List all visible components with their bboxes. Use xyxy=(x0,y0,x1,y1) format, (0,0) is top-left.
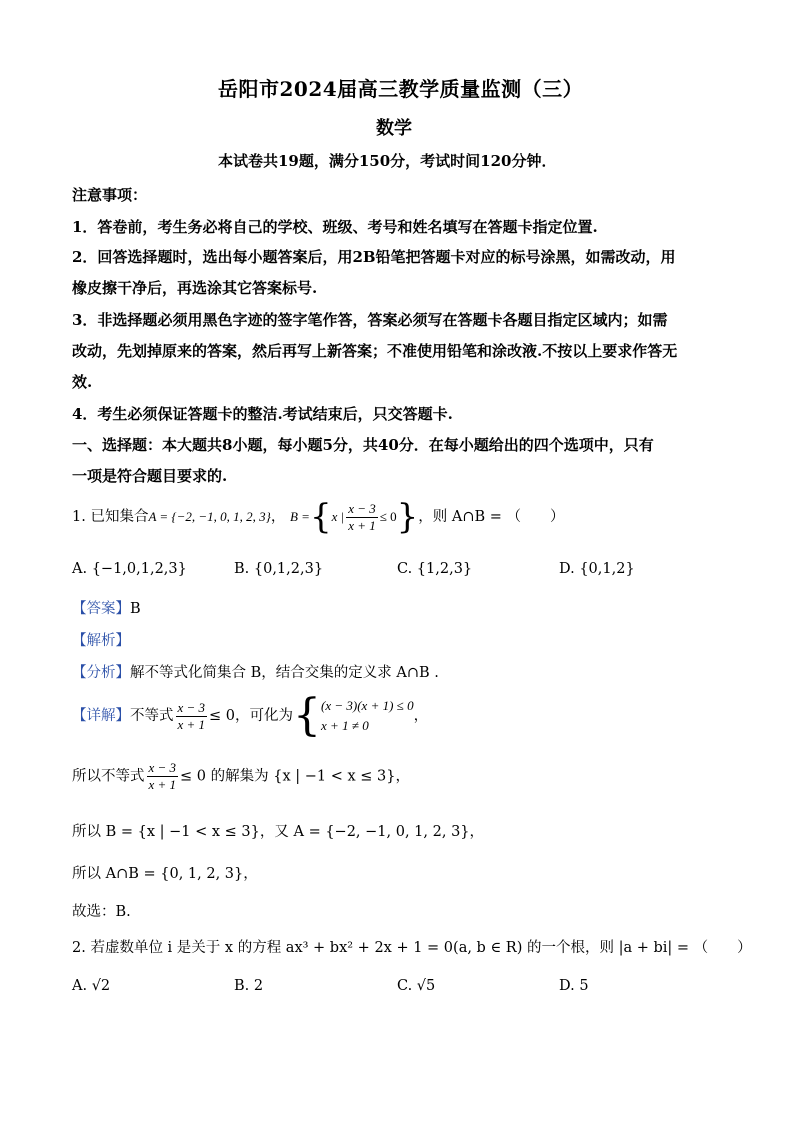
system-line-2: x + 1 ≠ 0 xyxy=(321,718,369,733)
q1-frac-den: x + 1 xyxy=(348,517,376,533)
q1-solution-line-2: 所以 B = {x | −1 < x ≤ 3}，又 A = {−2, −1, 0, 1, 2, 3}， xyxy=(72,824,485,840)
exam-info: 本试卷共19题，满分150分，考试时间120分钟． xyxy=(218,152,557,170)
xiangjie-end: ， xyxy=(413,708,429,724)
q1-prefix: 1. 已知集合 xyxy=(72,509,149,525)
xiangjie-rel: ≤ 0，可化为 xyxy=(209,708,294,724)
q1-option-c: C. {1,2,3} xyxy=(397,561,473,577)
question-1-stem: 1. 已知集合A = {−2, −1, 0, 1, 2, 3}， B ={x | $\frac{x - 3}{x + 1}$ ≤ 0}，则 A∩B = （ ） xyxy=(72,497,565,537)
q1-option-a: A. {−1,0,1,2,3} xyxy=(72,561,187,577)
q1-solution-line-1 xyxy=(72,760,410,793)
question-2-stem: 2. 若虚数单位 i 是关于 x 的方程 ax³ + bx² + 2x + 1 = 0(a, b ∈ R) 的一个根，则 |a + bi| = （ ） xyxy=(72,940,752,956)
q2-option-d: D. 5 xyxy=(559,978,589,994)
so1-pre: 所以不等式 xyxy=(72,768,145,785)
q1-option-d: D. {0,1,2} xyxy=(559,561,635,577)
xiangjie-fraction xyxy=(176,700,208,733)
subject-title: 数学 xyxy=(376,118,412,139)
answer-value: B xyxy=(130,601,141,617)
fenxi-tag: 【分析】 xyxy=(72,665,130,681)
notes-heading: 注意事项： xyxy=(72,186,148,204)
q1-fenxi-line xyxy=(72,661,439,682)
answer-tag: 【答案】 xyxy=(72,601,130,617)
note-3-line1: 3．非选择题必须用黑色字迹的签字笔作答，答案必须写在答题卡各题目指定区域内；如需 xyxy=(72,311,668,329)
xiangjie-frac-num: x − 3 xyxy=(177,699,206,715)
system-line-1: (x − 3)(x + 1) ≤ 0 xyxy=(321,698,414,713)
xiangjie-frac-den: x + 1 xyxy=(177,716,206,732)
q1-set-b-var: x | xyxy=(331,509,345,524)
analysis-tag xyxy=(72,629,130,650)
note-1: 1．答卷前，考生务必将自己的学校、班级、考号和姓名填写在答题卡指定位置. xyxy=(72,218,598,236)
so1-frac-num: x − 3 xyxy=(148,760,177,775)
q2-option-c: C. √5 xyxy=(397,978,436,994)
note-2-line1: 2．回答选择题时，选出每小题答案后，用2B铅笔把答题卡对应的标号涂黑，如需改动，用 xyxy=(72,248,676,266)
so1-frac-den: x + 1 xyxy=(148,777,177,792)
note-4: 4．考生必须保证答题卡的整洁.考试结束后，只交答题卡. xyxy=(72,405,453,423)
q1-set-b-lhs: B = xyxy=(289,509,310,524)
q1-set-b-rel: ≤ 0 xyxy=(379,509,397,524)
q1-choose: 故选：B. xyxy=(72,904,131,920)
q1-answer-line xyxy=(72,597,141,618)
q1-comma: ， xyxy=(270,509,286,525)
fenxi-text: 解不等式化简集合 B，结合交集的定义求 A∩B . xyxy=(130,665,439,681)
section-heading-line2: 一项是符合题目要求的. xyxy=(72,467,228,485)
so1-post: ≤ 0 的解集为 {x | −1 < x ≤ 3}， xyxy=(180,768,410,785)
q1-solution-line-3: 所以 A∩B = {0, 1, 2, 3}， xyxy=(72,866,258,882)
q1-set-b-fraction xyxy=(346,501,378,534)
q1-set-a: A = {−2, −1, 0, 1, 2, 3} xyxy=(148,509,271,524)
exam-title: 岳阳市2024届高三教学质量监测（三） xyxy=(218,77,584,101)
note-3-line2: 改动，先划掉原来的答案，然后再写上新答案；不准使用铅笔和涂改液.不按以上要求作答无 xyxy=(72,342,678,360)
inequality-system xyxy=(321,696,414,736)
note-2-line2: 橡皮擦干净后，再选涂其它答案标号. xyxy=(72,279,318,297)
q2-option-b: B. 2 xyxy=(234,978,264,994)
q1-option-b: B. {0,1,2,3} xyxy=(234,561,324,577)
analysis-tag-text: 【解析】 xyxy=(72,633,130,649)
q2-option-a: A. √2 xyxy=(72,978,111,994)
q1-suffix: ，则 A∩B = （ ） xyxy=(418,509,565,525)
note-3-line3: 效. xyxy=(72,373,93,391)
q1-frac-num: x − 3 xyxy=(348,500,376,516)
q1-xiangjie-line: 【详解】不等式 $\frac{x - 3}{x + 1}$ ≤ 0，可化为{ (x − 3)(x + 1) ≤ 0 x + 1 ≠ 0 ， xyxy=(72,690,429,741)
xiangjie-tag: 【详解】 xyxy=(72,708,130,724)
section-heading-line1: 一、选择题：本大题共8小题，每小题5分，共40分．在每小题给出的四个选项中，只有 xyxy=(72,436,654,454)
so1-fraction xyxy=(147,760,179,793)
xiangjie-pre: 不等式 xyxy=(130,708,174,724)
